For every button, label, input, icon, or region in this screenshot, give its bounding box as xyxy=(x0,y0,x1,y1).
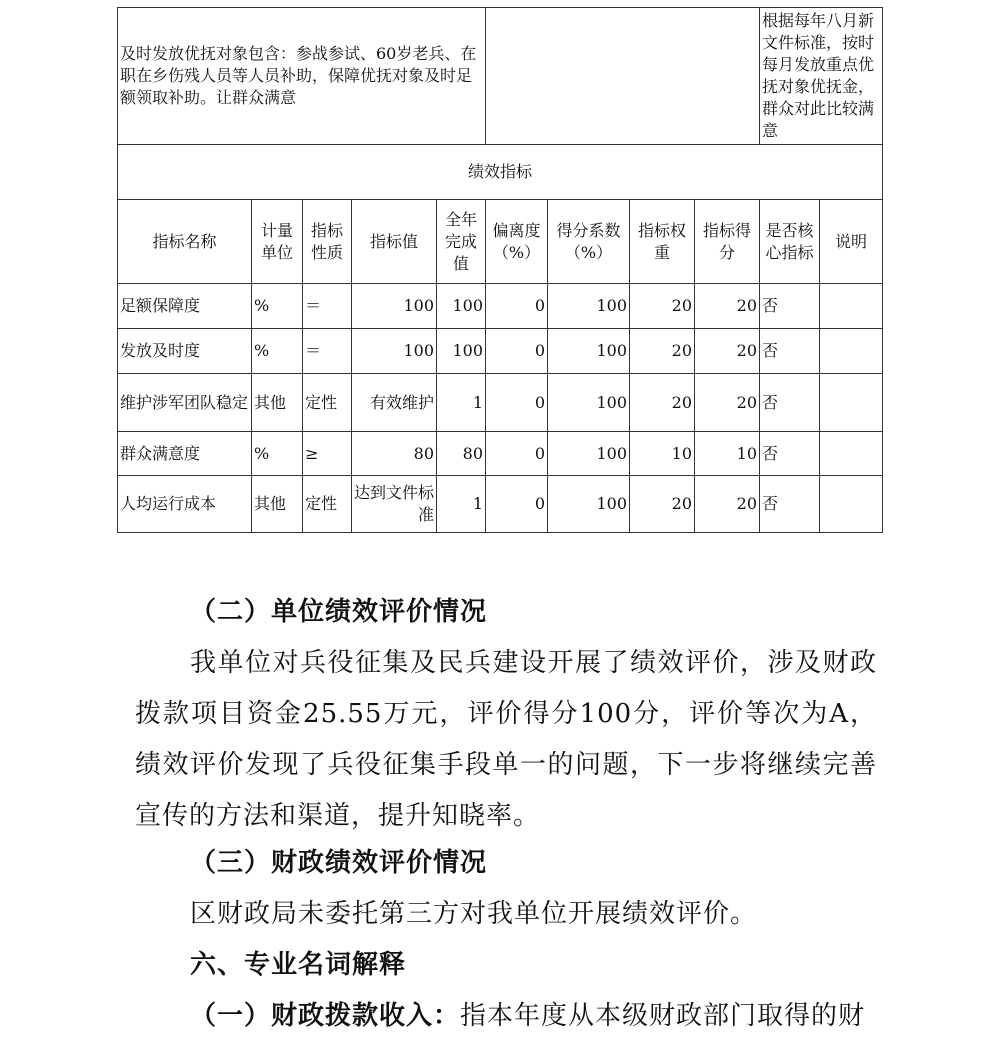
deviation-value: 0 xyxy=(486,329,548,374)
deviation-value: 0 xyxy=(486,374,548,432)
term-definition-paragraph xyxy=(190,991,890,1042)
table-row xyxy=(118,432,883,476)
deviation-value: 0 xyxy=(486,284,548,329)
core-flag: 否 xyxy=(760,374,820,432)
note-cell xyxy=(820,374,883,432)
note-cell xyxy=(820,329,883,374)
header-cell: 指标值 xyxy=(352,200,437,284)
core-flag: 否 xyxy=(760,476,820,533)
term-label: （一）财政拨款收入： xyxy=(190,1001,461,1031)
target-value: 有效维护 xyxy=(352,374,437,432)
actual-value: 80 xyxy=(437,432,486,476)
unit-cell: 其他 xyxy=(252,374,303,432)
nature-cell: ＝ xyxy=(303,284,352,329)
note-cell xyxy=(820,476,883,533)
indicator-name: 足额保障度 xyxy=(118,284,252,329)
blank-cell xyxy=(486,8,760,145)
target-value: 80 xyxy=(352,432,437,476)
core-flag: 否 xyxy=(760,432,820,476)
actual-value: 1 xyxy=(437,476,486,533)
indicator-name: 维护涉军团队稳定 xyxy=(118,374,252,432)
header-cell: 指标权重 xyxy=(630,200,695,284)
section-title: 绩效指标 xyxy=(118,145,883,200)
indicator-name: 群众满意度 xyxy=(118,432,252,476)
unit-cell: 其他 xyxy=(252,476,303,533)
goal-description-cell: 及时发放优抚对象包含：参战参试、60岁老兵、在职在乡伤残人员等人员补助，保障优抚对象及时足额领取补助。让群众满意 xyxy=(118,8,486,145)
weight-value: 20 xyxy=(630,476,695,533)
coefficient-value: 100 xyxy=(548,329,630,374)
header-cell: 指标得分 xyxy=(695,200,760,284)
score-value: 20 xyxy=(695,284,760,329)
header-cell: 是否核心指标 xyxy=(760,200,820,284)
term-body: 指本年度从本级财政部门取得的财 xyxy=(460,1001,866,1031)
unit-cell: % xyxy=(252,284,303,329)
core-flag: 否 xyxy=(760,284,820,329)
table-row xyxy=(118,476,883,533)
indicator-name: 人均运行成本 xyxy=(118,476,252,533)
unit-cell: % xyxy=(252,432,303,476)
unit-eval-heading: （二）单位绩效评价情况 xyxy=(190,597,488,627)
unit-cell: % xyxy=(252,329,303,374)
score-value: 20 xyxy=(695,329,760,374)
header-cell: 全年完成值 xyxy=(437,200,486,284)
weight-value: 20 xyxy=(630,329,695,374)
note-cell xyxy=(820,284,883,329)
score-value: 20 xyxy=(695,476,760,533)
completion-description-cell: 根据每年八月新文件标准，按时每月发放重点优抚对象优抚金，群众对此比较满意 xyxy=(760,8,883,145)
weight-value: 20 xyxy=(630,284,695,329)
fin-eval-heading: （三）财政绩效评价情况 xyxy=(190,848,488,878)
weight-value: 20 xyxy=(630,374,695,432)
target-value: 达到文件标准 xyxy=(352,476,437,533)
deviation-value: 0 xyxy=(486,432,548,476)
fin-eval-paragraph: 区财政局未委托第三方对我单位开展绩效评价。 xyxy=(190,899,758,929)
target-value: 100 xyxy=(352,284,437,329)
coefficient-value: 100 xyxy=(548,374,630,432)
header-cell: 偏离度（%） xyxy=(486,200,548,284)
header-cell: 得分系数（%） xyxy=(548,200,630,284)
weight-value: 10 xyxy=(630,432,695,476)
deviation-value: 0 xyxy=(486,476,548,533)
table-row xyxy=(118,8,883,145)
table-row xyxy=(118,374,883,432)
note-cell xyxy=(820,432,883,476)
actual-value: 100 xyxy=(437,329,486,374)
nature-cell: ≥ xyxy=(303,432,352,476)
header-cell: 说明 xyxy=(820,200,883,284)
terms-heading: 六、专业名词解释 xyxy=(190,950,407,980)
actual-value: 100 xyxy=(437,284,486,329)
score-value: 10 xyxy=(695,432,760,476)
actual-value: 1 xyxy=(437,374,486,432)
table-header-row xyxy=(118,200,883,284)
coefficient-value: 100 xyxy=(548,432,630,476)
unit-eval-paragraph: 我单位对兵役征集及民兵建设开展了绩效评价，涉及财政拨款项目资金25.55万元，评价得分100分，评价等次为A，绩效评价发现了兵役征集手段单一的问题，下一步将继续完善宣传的方法和渠道，提升知晓率。 xyxy=(135,648,877,831)
indicator-name: 发放及时度 xyxy=(118,329,252,374)
performance-indicator-table xyxy=(117,7,883,533)
target-value: 100 xyxy=(352,329,437,374)
header-cell: 指标性质 xyxy=(303,200,352,284)
header-cell: 指标名称 xyxy=(118,200,252,284)
header-cell: 计量单位 xyxy=(252,200,303,284)
table-row xyxy=(118,145,883,200)
nature-cell: ＝ xyxy=(303,329,352,374)
coefficient-value: 100 xyxy=(548,284,630,329)
score-value: 20 xyxy=(695,374,760,432)
coefficient-value: 100 xyxy=(548,476,630,533)
nature-cell: 定性 xyxy=(303,476,352,533)
table-row xyxy=(118,329,883,374)
nature-cell: 定性 xyxy=(303,374,352,432)
table-row xyxy=(118,284,883,329)
core-flag: 否 xyxy=(760,329,820,374)
